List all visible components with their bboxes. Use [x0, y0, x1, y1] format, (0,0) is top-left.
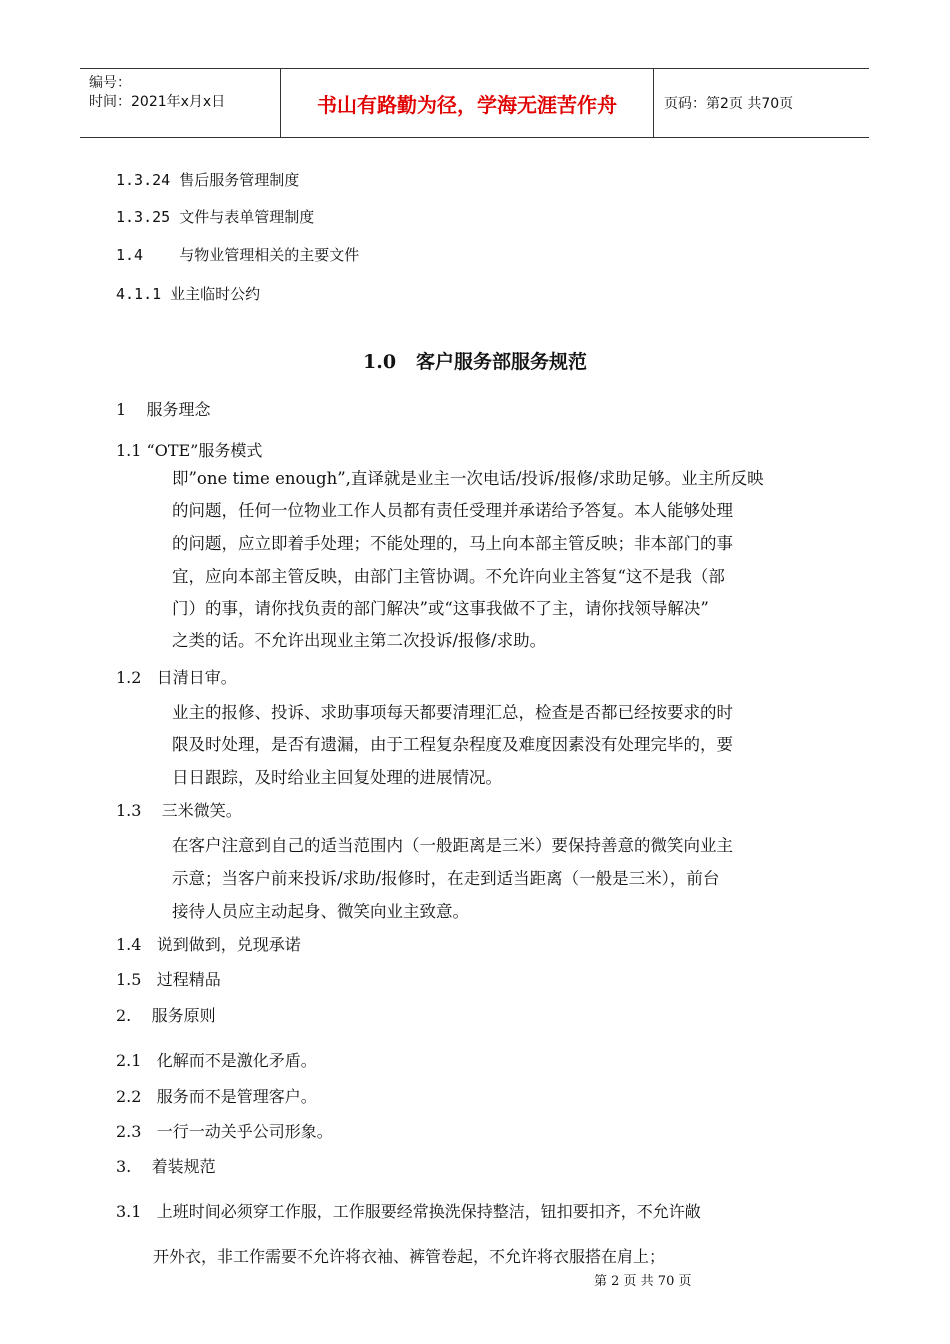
- heading-1: 1 服务理念: [116, 400, 211, 419]
- heading-1-1: 1.1 “OTE”服务模式: [116, 441, 263, 460]
- document-number-label: 编号：: [89, 75, 131, 91]
- heading-2: 2. 服务原则: [116, 1006, 216, 1025]
- toc-item: 1.3.25 文件与表单管理制度: [116, 208, 315, 226]
- paragraph-line: 业主的报修、投诉、求助事项每天都要清理汇总，检查是否都已经按要求的时: [172, 703, 733, 722]
- page-footer: 第 2 页 共 70 页: [594, 1274, 692, 1289]
- heading-2-3: 2.3 一行一动关乎公司形象。: [116, 1122, 333, 1141]
- heading-1-2: 1.2 日清日审。: [116, 668, 237, 687]
- heading-3: 3. 着装规范: [116, 1157, 216, 1176]
- heading-2-1: 2.1 化解而不是激化矛盾。: [116, 1051, 317, 1070]
- paragraph-line: 限及时处理，是否有遗漏，由于工程复杂程度及难度因素没有处理完毕的，要: [172, 735, 733, 754]
- paragraph-line: 的问题，任何一位物业工作人员都有责任受理并承诺给予答复。本人能够处理: [172, 501, 733, 520]
- heading-1-5: 1.5 过程精品: [116, 970, 221, 989]
- toc-item: 1.4 与物业管理相关的主要文件: [116, 246, 360, 264]
- document-time-label: 时间：2021年x月x日: [89, 94, 226, 110]
- paragraph-line: 之类的话。不允许出现业主第二次投诉/报修/求助。: [172, 631, 547, 650]
- paragraph-line: 接待人员应主动起身、微笑向业主致意。: [172, 902, 469, 921]
- header-meta-cell: [80, 69, 281, 137]
- page-header: [80, 68, 869, 138]
- paragraph-line: 开外衣，非工作需要不允许将衣袖、裤管卷起，不允许将衣服搭在肩上；: [153, 1247, 666, 1266]
- toc-item: 1.3.24 售后服务管理制度: [116, 171, 300, 189]
- paragraph-line: 示意；当客户前来投诉/求助/报修时，在走到适当距离（一般是三米），前台: [172, 869, 720, 888]
- section-title: 1.0 客户服务部服务规范: [363, 351, 587, 373]
- header-page-info: 页码：第2页 共70页: [664, 96, 794, 112]
- header-motto: 书山有路勤为径，学海无涯苦作舟: [281, 69, 654, 137]
- paragraph-line: 日日跟踪，及时给业主回复处理的进展情况。: [172, 768, 502, 787]
- paragraph-line: 即”one time enough”,直译就是业主一次电话/投诉/报修/求助足够。业主所反映: [172, 469, 764, 488]
- paragraph-line: 宜，应向本部主管反映，由部门主管协调。不允许向业主答复“这不是我（部: [172, 567, 725, 586]
- toc-item: 4.1.1 业主临时公约: [116, 285, 261, 303]
- heading-1-3: 1.3 三米微笑。: [116, 801, 242, 820]
- paragraph-line: 在客户注意到自己的适当范围内（一般距离是三米）要保持善意的微笑向业主: [172, 836, 733, 855]
- heading-1-4: 1.4 说到做到，兑现承诺: [116, 935, 301, 954]
- heading-3-1: 3.1 上班时间必须穿工作服，工作服要经常换洗保持整洁，钮扣要扣齐，不允许敞: [116, 1202, 701, 1221]
- heading-2-2: 2.2 服务而不是管理客户。: [116, 1087, 317, 1106]
- paragraph-line: 门）的事，请你找负责的部门解决”或“这事我做不了主，请你找领导解决”: [172, 599, 709, 618]
- paragraph-line: 的问题，应立即着手处理；不能处理的，马上向本部主管反映；非本部门的事: [172, 534, 733, 553]
